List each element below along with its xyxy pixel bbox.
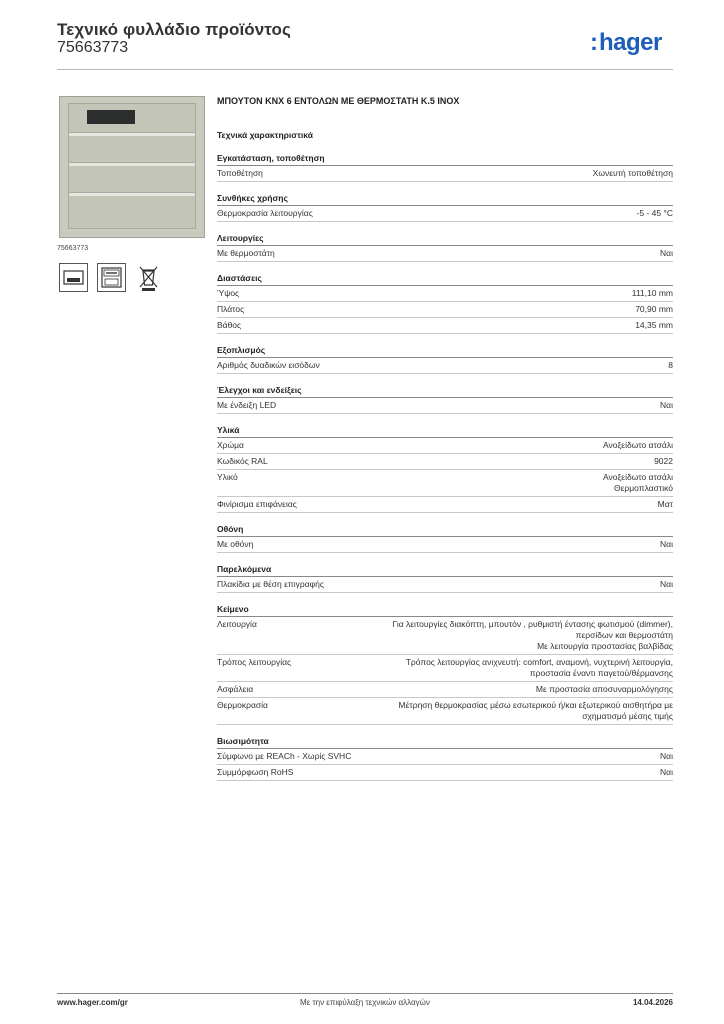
spec-value xyxy=(668,360,673,371)
spec-value-line: Με προστασία αποσυναρμολόγησης xyxy=(535,684,673,694)
spec-value-line: Ναι xyxy=(660,751,673,761)
spec-value-line: Ναι xyxy=(660,248,673,258)
spec-label: Φινίρισμα επιφάνειας xyxy=(217,499,297,509)
spec-section xyxy=(217,604,673,725)
spec-label: Με ένδειξη LED xyxy=(217,400,277,410)
display-device-icon xyxy=(59,263,88,292)
spec-value-line: 8 xyxy=(668,360,673,370)
spec-row xyxy=(217,302,673,318)
spec-section xyxy=(217,273,673,334)
spec-section xyxy=(217,524,673,553)
spec-value-line: Ναι xyxy=(660,767,673,777)
logo-colon-mark: : xyxy=(590,29,598,56)
footer-website-link[interactable]: www.hager.com/gr xyxy=(57,998,128,1007)
spec-value xyxy=(660,579,673,590)
section-title: Υλικά xyxy=(217,425,673,438)
spec-value xyxy=(658,499,673,510)
spec-row xyxy=(217,682,673,698)
spec-row xyxy=(217,318,673,334)
hager-logo xyxy=(590,29,662,57)
spec-value-line: 70,90 mm xyxy=(635,304,673,314)
spec-label: Συμμόρφωση RoHS xyxy=(217,767,294,777)
spec-label: Βάθος xyxy=(217,320,242,330)
spec-row xyxy=(217,286,673,302)
spec-value xyxy=(654,456,673,467)
spec-value-line: Χωνευτή τοποθέτηση xyxy=(592,168,673,178)
spec-value xyxy=(660,400,673,411)
spec-label: Ύψος xyxy=(217,288,240,298)
spec-row xyxy=(217,698,673,725)
spec-row xyxy=(217,749,673,765)
spec-value xyxy=(660,539,673,550)
spec-value xyxy=(399,700,674,722)
spec-value xyxy=(632,288,673,299)
spec-value xyxy=(635,320,673,331)
spec-value xyxy=(593,168,673,179)
spec-row xyxy=(217,655,673,682)
spec-label: Κωδικός RAL xyxy=(217,456,268,466)
product-name: ΜΠΟΥΤΟΝ KNX 6 ΕΝΤΟΛΩΝ ΜΕ ΘΕΡΜΟΣΤΑΤΗ Κ.5 INOX xyxy=(217,96,460,106)
section-title: Οθόνη xyxy=(217,524,673,537)
section-title: Λειτουργίες xyxy=(217,233,673,246)
spec-label: Θερμοκρασία xyxy=(217,700,268,710)
product-image-code: 75663773 xyxy=(57,245,89,252)
spec-value xyxy=(635,304,673,315)
section-title: Εξοπλισμός xyxy=(217,345,673,358)
faceplate-divider xyxy=(69,162,195,166)
footer-disclaimer: Με την επιφύλαξη τεχνικών αλλαγών xyxy=(300,998,430,1007)
spec-value-line: Ανοξείδωτο ατσάλι xyxy=(602,472,673,482)
spec-label: Υλικό xyxy=(217,472,238,482)
main-content xyxy=(217,96,673,781)
spec-value-line: Ναι xyxy=(660,400,673,410)
spec-row xyxy=(217,438,673,454)
spec-row xyxy=(217,577,673,593)
spec-value-line: Μέτρηση θερμοκρασίας μέσω εσωτερικού ή/και εξωτερικού αισθητήρα με xyxy=(398,700,673,710)
spec-section xyxy=(217,345,673,374)
spec-row xyxy=(217,537,673,553)
spec-label: Αριθμός δυαδικών εισόδων xyxy=(217,360,320,370)
page-title: Τεχνικό φυλλάδιο προϊόντος xyxy=(57,20,291,39)
spec-value-line: προστασία έναντι παγετού/θέρμανσης xyxy=(529,668,673,678)
footer-divider xyxy=(57,993,673,994)
spec-section xyxy=(217,193,673,222)
product-display-screen xyxy=(87,110,135,124)
spec-row xyxy=(217,454,673,470)
spec-row xyxy=(217,470,673,497)
spec-label: Πλακίδια με θέση επιγραφής xyxy=(217,579,324,589)
spec-label: Ασφάλεια xyxy=(217,684,254,694)
spec-label: Χρώμα xyxy=(217,440,244,450)
spec-value xyxy=(603,472,673,494)
spec-value-line: -5 - 45 °C xyxy=(636,208,673,218)
spec-value-line: Ναι xyxy=(660,579,673,589)
section-title: Κείμενο xyxy=(217,604,673,617)
spec-value-line: Ματ xyxy=(657,499,673,509)
section-title: Έλεγχοι και ενδείξεις xyxy=(217,385,673,398)
product-image xyxy=(59,96,205,238)
footer-date: 14.04.2026 xyxy=(632,998,673,1007)
spec-row xyxy=(217,398,673,414)
spec-value-line: Τρόπος λειτουργίας ανιχνευτή: comfort, αναμονή, νυχτερινή λειτουργία, xyxy=(405,657,673,667)
faceplate-divider xyxy=(69,192,195,196)
spec-value-line: Θερμοπλαστικό xyxy=(613,483,673,493)
spec-label: Πλάτος xyxy=(217,304,245,314)
section-title: Συνθήκες χρήσης xyxy=(217,193,673,206)
spec-value-line: Με λειτουργία προστασίας βαλβίδας xyxy=(537,641,673,651)
spec-row xyxy=(217,166,673,182)
spec-value xyxy=(660,767,673,778)
spec-row xyxy=(217,617,673,655)
spec-row xyxy=(217,246,673,262)
spec-label: Σύμφωνο με REACh - Χωρίς SVHC xyxy=(217,751,352,761)
spec-value xyxy=(393,619,673,652)
weee-crossed-bin-icon xyxy=(134,263,163,292)
spec-section xyxy=(217,385,673,414)
spec-section xyxy=(217,564,673,593)
spec-value xyxy=(660,751,673,762)
spec-value xyxy=(660,248,673,259)
spec-sections xyxy=(217,153,673,781)
spec-label: Με θερμοστάτη xyxy=(217,248,275,258)
spec-section xyxy=(217,736,673,781)
spec-value xyxy=(637,208,673,219)
spec-value xyxy=(536,684,673,695)
thermostat-display-icon xyxy=(97,263,126,292)
spec-value-line: Ανοξείδωτο ατσάλι xyxy=(602,440,673,450)
spec-value-line: 9022 xyxy=(654,456,673,466)
section-title: Εγκατάσταση, τοποθέτηση xyxy=(217,153,673,166)
technical-characteristics-heading: Τεχνικά χαρακτηριστικά xyxy=(217,130,313,140)
spec-value xyxy=(406,657,673,679)
product-faceplate xyxy=(68,103,196,229)
spec-section xyxy=(217,153,673,182)
section-title: Παρελκόμενα xyxy=(217,564,673,577)
logo-text: hager xyxy=(599,29,662,56)
spec-label: Με οθόνη xyxy=(217,539,254,549)
spec-row xyxy=(217,358,673,374)
spec-section xyxy=(217,233,673,262)
spec-value-line: σχηματισμό μέσης τιμής xyxy=(582,711,673,721)
spec-row xyxy=(217,497,673,513)
spec-section xyxy=(217,425,673,513)
spec-value-line: περσίδων και θερμοστάτη xyxy=(575,630,673,640)
spec-value-line: 111,10 mm xyxy=(631,288,673,298)
section-title: Βιωσιμότητα xyxy=(217,736,673,749)
spec-label: Τρόπος λειτουργίας xyxy=(217,657,292,667)
spec-value xyxy=(603,440,673,451)
faceplate-divider xyxy=(69,132,195,136)
spec-label: Τοποθέτηση xyxy=(217,168,263,178)
spec-label: Θερμοκρασία λειτουργίας xyxy=(217,208,313,218)
header-divider xyxy=(57,69,673,70)
product-code-header: 75663773 xyxy=(57,39,129,56)
spec-value-line: Ναι xyxy=(660,539,673,549)
spec-value-line: Για λειτουργίες διακόπτη, μπουτόν , ρυθμιστή έντασης φωτισμού (dimmer), xyxy=(392,619,673,629)
spec-label: Λειτουργία xyxy=(217,619,257,629)
section-title: Διαστάσεις xyxy=(217,273,673,286)
spec-row xyxy=(217,206,673,222)
spec-value-line: 14,35 mm xyxy=(635,320,673,330)
spec-row xyxy=(217,765,673,781)
